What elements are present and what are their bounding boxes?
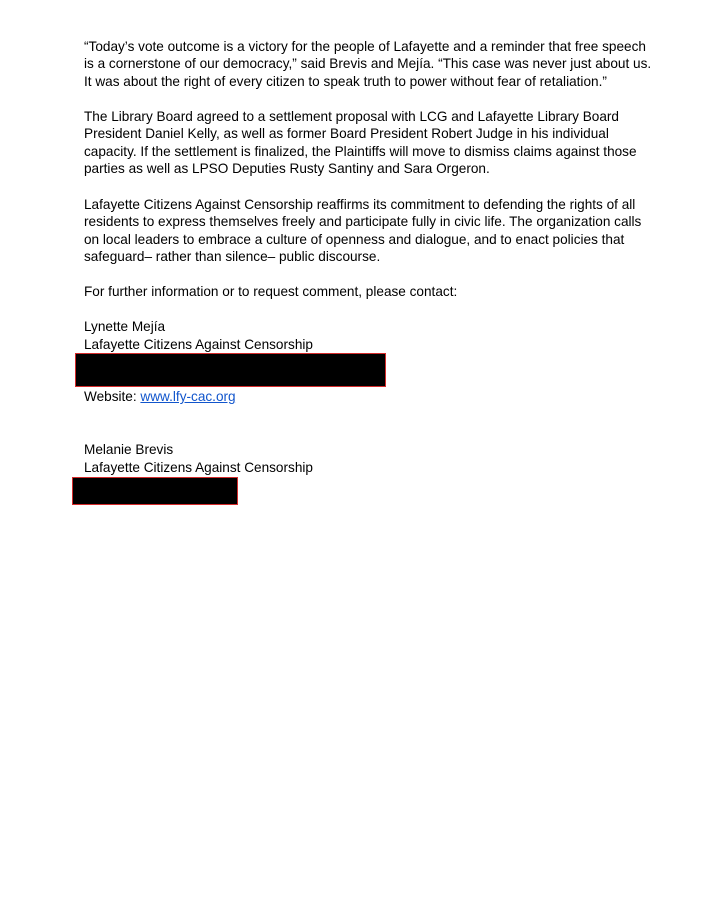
commitment-paragraph: Lafayette Citizens Against Censorship reaffirms its commitment to defending the rights of all residents to express themselves freely and participate fully in civic life. The organization calls on local leaders to embrace a culture of openness and dialogue, and to enact policies that safeguard– rather than silence– public discourse. [84,197,642,265]
contact2-org: Lafayette Citizens Against Censorship [84,460,313,475]
contact1-org: Lafayette Citizens Against Censorship [84,337,313,352]
redaction-box-contact2 [72,477,238,505]
redaction-box-contact1 [75,353,386,387]
contact1-name: Lynette Mejía [84,319,166,334]
quote-paragraph: “Today’s vote outcome is a victory for the people of Lafayette and a reminder that free speech is a cornerstone of our democracy,” said Brevis and Mejía. “This case was never just about us. It was about the right of every citizen to speak truth to power without fear of retaliation.” [84,39,652,89]
contact2-name: Melanie Brevis [84,442,174,457]
settlement-paragraph: The Library Board agreed to a settlement proposal with LCG and Lafayette Library Board President Daniel Kelly, as well as former Board President Robert Judge in his individual capacity. If the settlement is finalized, the Plaintiffs will move to dismiss claims against those parties as well as LPSO Deputies Rusty Santiny and Sara Orgeron. [84,109,637,177]
website-link[interactable]: www.lfy-cac.org [140,389,236,404]
website-label: Website: [84,389,141,404]
contact1-website-line [84,388,236,405]
contact-intro: For further information or to request comment, please contact: [84,284,458,299]
